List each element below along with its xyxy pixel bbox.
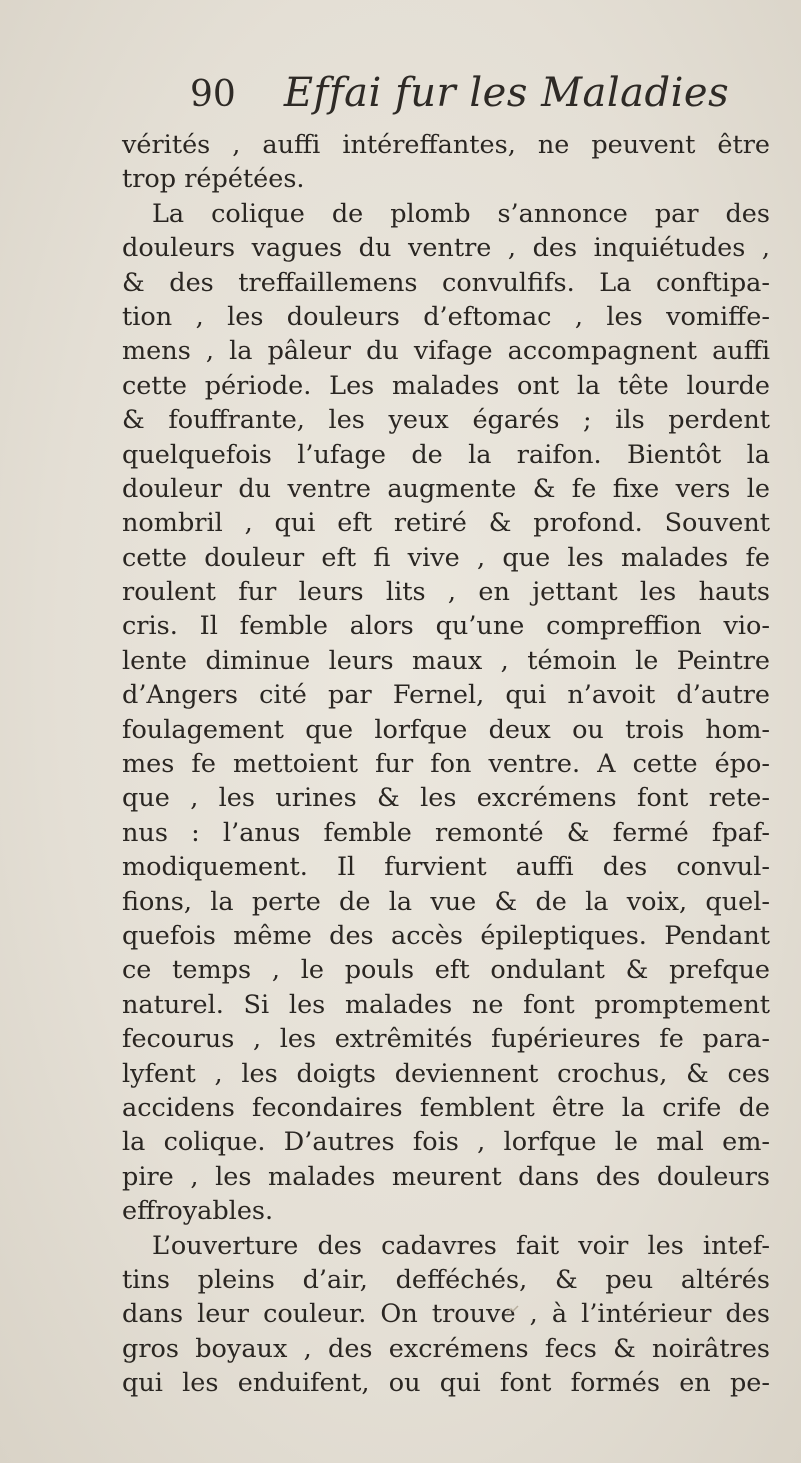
text-line: cette période. Les malades ont la tête lourde [122, 370, 770, 401]
text-line: foulagement que lorfque deux ou trois hom- [122, 714, 770, 745]
text-line: que , les urines & les excrémens font rete- [122, 783, 770, 814]
text-line: fecourus , les extrêmités fupérieures fe para- [122, 1024, 770, 1055]
text-line: effroyables. [122, 1196, 274, 1227]
text-line: lente diminue leurs maux , témoin le Peintre [122, 645, 770, 676]
running-title: Effai fur les Maladies [283, 70, 730, 116]
page-number: 90 [190, 74, 236, 115]
text-line: dans leur couleur. On trouve , à l’intérieur des [122, 1299, 770, 1330]
text-line: douleur du ventre augmente & fe fixe vers le [122, 473, 770, 504]
text-line: ce temps , le pouls eft ondulant & prefque [122, 955, 770, 986]
text-line: tins pleins d’air, defféchés, & peu altérés [122, 1264, 770, 1295]
body-text [122, 128, 770, 1400]
text-line: mens , la pâleur du vifage accompagnent auffi [122, 336, 770, 367]
paragraph-start-line: L’ouverture des cadavres fait voir les intef- [152, 1230, 770, 1261]
text-line: & fouffrante, les yeux égarés ; ils perdent [122, 405, 770, 436]
text-line: naturel. Si les malades ne font promptement [122, 989, 770, 1020]
text-line: qui les enduifent, ou qui font formés en pe- [122, 1368, 770, 1399]
text-line: nus : l’anus femble remonté & fermé fpaf- [122, 817, 770, 848]
text-line: gros boyaux , des excrémens fecs & noirâtres [122, 1333, 770, 1364]
text-line: modiquement. Il furvient auffi des convul- [122, 852, 770, 883]
text-line: nombril , qui eft retiré & profond. Souvent [122, 508, 770, 539]
text-line: la colique. D’autres fois , lorfque le mal em- [122, 1127, 770, 1158]
text-line: trop répétées. [122, 164, 305, 195]
text-line: & des treffaillemens convulfifs. La conftipa- [122, 267, 770, 298]
text-line: douleurs vagues du ventre , des inquiétudes , [122, 233, 770, 264]
page-header [190, 70, 729, 120]
text-line: fions, la perte de la vue & de la voix, quel- [122, 886, 770, 917]
text-line: tion , les douleurs d’eftomac , les vomiffe- [122, 301, 770, 332]
text-line: mes fe mettoient fur fon ventre. A cette épo- [122, 749, 770, 780]
text-line: d’Angers cité par Fernel, qui n’avoit d’autre [122, 680, 770, 711]
text-line: accidens fecondaires femblent être la crife de [122, 1092, 770, 1123]
ink-blot-icon [506, 1305, 520, 1315]
text-line: vérités , auffi intéreffantes, ne peuvent être [122, 130, 770, 160]
text-line: pire , les malades meurent dans des douleurs [122, 1161, 770, 1192]
text-line: lyfent , les doigts deviennent crochus, & ces [122, 1058, 770, 1089]
text-line: quelquefois l’ufage de la raifon. Bientôt la [122, 439, 770, 470]
text-line: cris. Il femble alors qu’une compreffion vio- [122, 611, 770, 642]
paragraph-start-line: La colique de plomb s’annonce par des [152, 198, 770, 229]
text-line: cette douleur eft fi vive , que les malades fe [122, 542, 770, 573]
text-line: roulent fur leurs lits , en jettant les hauts [122, 577, 770, 608]
text-line: quefois même des accès épileptiques. Pendant [122, 920, 770, 951]
